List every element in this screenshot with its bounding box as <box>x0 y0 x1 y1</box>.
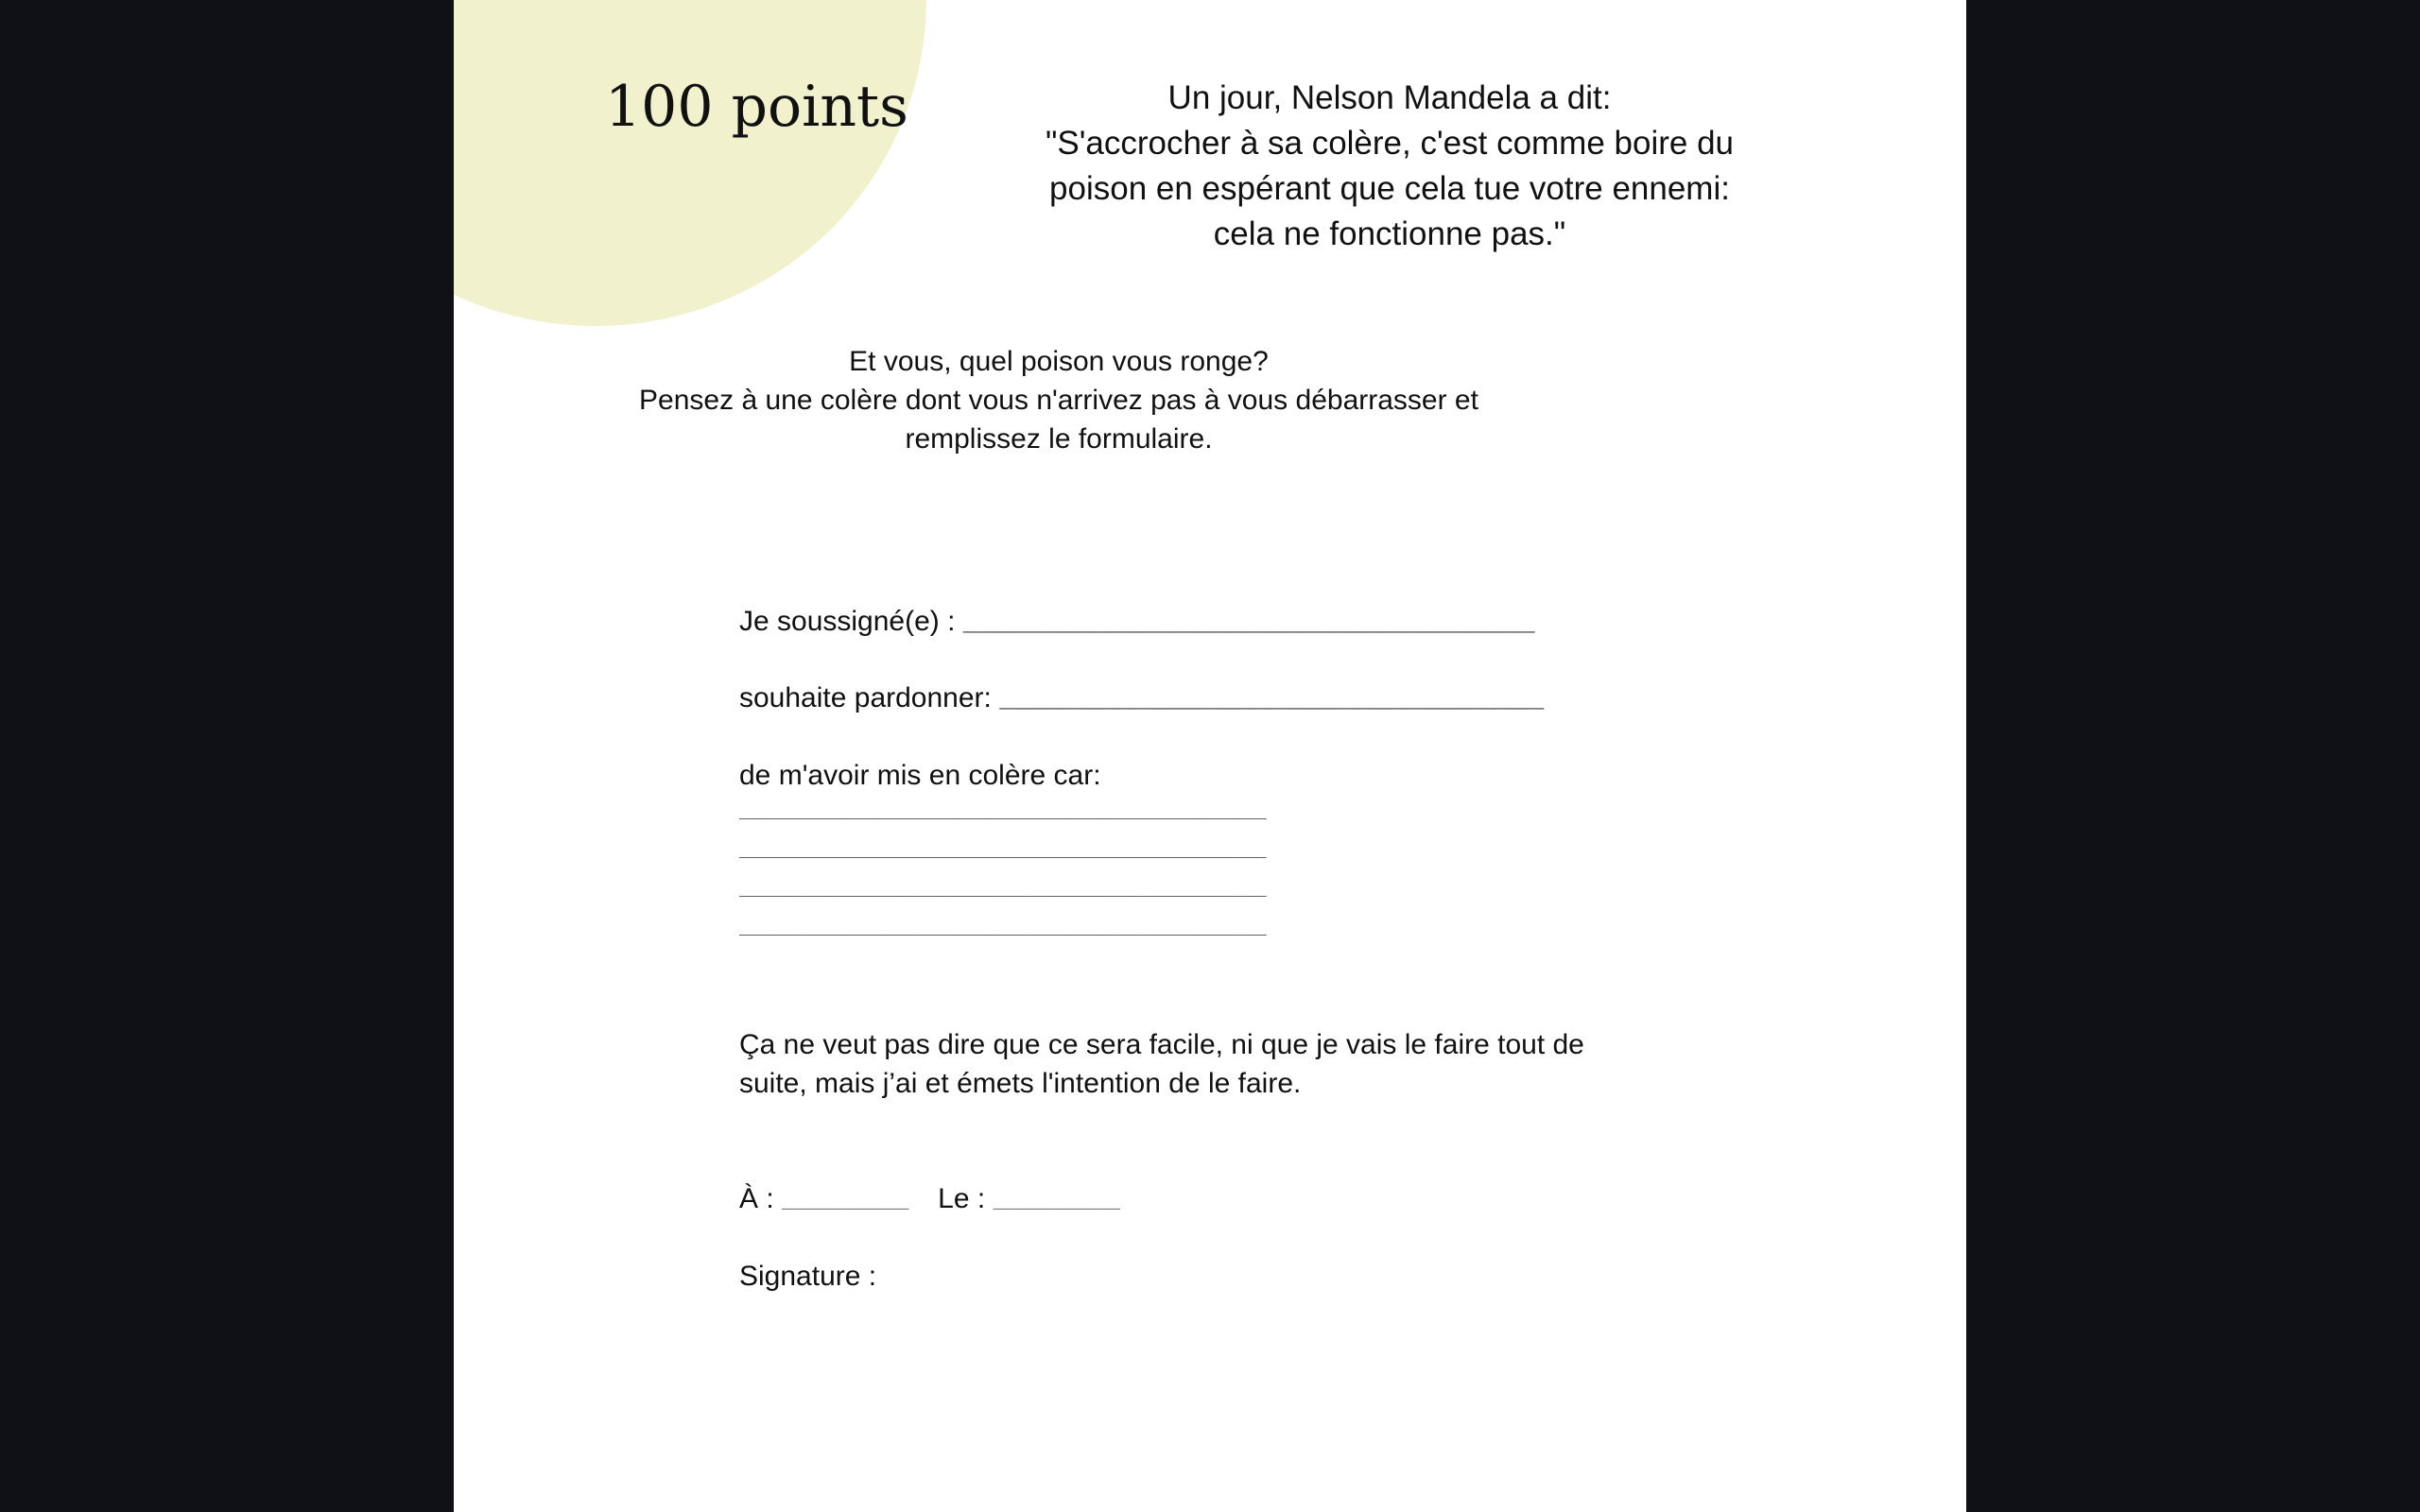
decorative-circle <box>454 0 926 326</box>
quote-line: cela ne fonctionne pas." <box>1213 215 1566 252</box>
document-page <box>454 0 1966 1512</box>
reason-field-line[interactable]: ________________________________________________________ <box>739 843 1267 861</box>
date-field[interactable]: ______________ <box>993 1195 1120 1212</box>
reason-label: de m'avoir mis en colère car: <box>739 760 1101 791</box>
reason-field-line[interactable]: ________________________________________________________ <box>739 882 1267 900</box>
place-field[interactable]: ______________ <box>782 1195 909 1212</box>
undersigned-row <box>739 602 1535 644</box>
intro-question: Et vous, quel poison vous ronge? <box>849 346 1269 377</box>
forgive-row <box>739 679 1544 721</box>
quote-intro: Un jour, Nelson Mandela a dit: <box>1167 79 1612 116</box>
intro-text <box>605 342 1512 458</box>
undersigned-label: Je soussigné(e) : <box>739 606 956 637</box>
intention-statement: Ça ne veut pas dire que ce sera facile, ni que je vais le faire tout de suite, mais j’ai et émets l'intention de le faire. <box>739 1029 1584 1099</box>
place-label: À : <box>739 1183 774 1214</box>
score-title: 100 points <box>605 74 908 140</box>
mandela-quote <box>1021 76 1758 257</box>
signature-label: Signature : <box>739 1261 877 1292</box>
reason-field-line[interactable]: ________________________________________________________ <box>739 920 1267 938</box>
signature-row <box>739 1257 876 1296</box>
undersigned-field[interactable]: __________________________________________ <box>962 612 1535 638</box>
date-label: Le : <box>938 1183 986 1214</box>
quote-line: poison en espérant que cela tue votre ennemi: <box>1049 170 1730 207</box>
forgive-label: souhaite pardonner: <box>739 682 992 713</box>
reason-field-line[interactable]: ________________________________________________________ <box>739 804 1267 822</box>
place-date-row <box>739 1179 1120 1224</box>
quote-line: "S'accrocher à sa colère, c'est comme boire du <box>1045 125 1735 162</box>
forgive-field[interactable]: ________________________________________ <box>999 689 1545 714</box>
intro-instruction: Pensez à une colère dont vous n'arrivez pas à vous débarrasser et remplissez le formulaire. <box>639 385 1478 455</box>
